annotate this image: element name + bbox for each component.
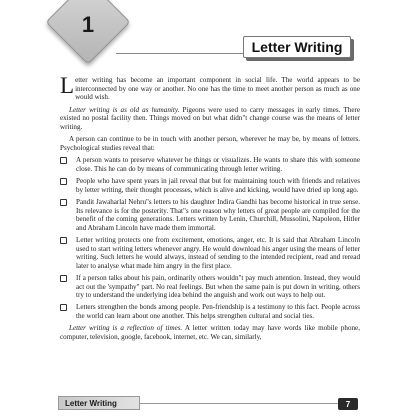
- checkbox-bullet-icon: [60, 237, 67, 244]
- page-number: 7: [345, 399, 351, 409]
- checkbox-bullet-icon: [60, 178, 67, 185]
- intro-text: etter writing has become an important component in social life. The world appears to be interconnected by one way or another. No one has the time to meet another person as much as one would wish.: [75, 76, 360, 102]
- list-item: People who have spent years in jail reveal that but for maintaining touch with friends and relatives by letter writing, their thought processes, which is alive and kicking, would have dried up long ago.: [60, 177, 360, 194]
- footer-section-text: Letter Writing: [65, 398, 117, 408]
- paragraph-last-text: A letter written today may have words like mobile phone, computer, television, google, facebook, internet, etc. We can, similarly,: [60, 324, 360, 341]
- checkbox-bullet-icon: [60, 275, 67, 282]
- drop-cap: L: [60, 73, 75, 98]
- footer-rule: [140, 403, 338, 404]
- checkbox-bullet-icon: [60, 304, 67, 311]
- list-item: Pandit Jawaharlal Nehru"s letters to his daughter Indira Gandhi has become historical in true sense. Its relevance is for the posterity. That"s one reason why letters of great people are compiled for the benefit of the coming generations. Letters written by Lenin, Churchill, Mussolini, Napoleon, Hitler and Abraham Lincoln have made them immortal.: [60, 198, 360, 233]
- paragraph-2-emphasis: Letter writing is as old as humanity.: [69, 105, 180, 114]
- intro-paragraph: [60, 73, 360, 102]
- paragraph-last: [60, 324, 360, 341]
- list-item: Letters strengthen the bonds among people. Pen-friendship is a testimony to this fact. People across the world can learn about one another. This helps strengthen cultural and social ties.: [60, 303, 360, 320]
- footer-section-label: [58, 396, 140, 410]
- page-number-badge: [338, 398, 358, 410]
- list-item: If a person talks about his pain, ordinarily others wouldn"t pay much attention. Instead, they would act out the 'sympathy" part. No real feelings. But when the same pain is put down in writing, others try to understand the underlying idea behind the anguish and work out ways to help out.: [60, 274, 360, 300]
- title-rule: [116, 53, 243, 54]
- checkbox-bullet-icon: [60, 157, 67, 164]
- title-box: [243, 36, 351, 58]
- chapter-number: 1: [81, 12, 95, 37]
- body-text: [60, 73, 360, 345]
- paragraph-2: [60, 106, 360, 132]
- bullet-list: [60, 156, 360, 320]
- list-item: A person wants to preserve whatever he things or visualizes. He wants to share this with someone close. This he can do by means of communicating through letter writing.: [60, 156, 360, 173]
- list-item: Letter writing protects one from excitement, emotions, anger, etc. It is said that Abraham Lincoln used to start writing letters whenever angry. He would download his anger using the means of letter writing. Such letters he would always, instead of sending to the intended recipient, read and reread later to analyse what made him angry in the first place.: [60, 236, 360, 271]
- page-title: Letter Writing: [251, 39, 343, 55]
- paragraph-2-text: Pigeons were used to carry messages in early times. There existed no postal facility then. Things moved on but what didn"t change course was the means of letter writing.: [60, 105, 360, 132]
- paragraph-last-emphasis: Letter writing is a reflection of times.: [69, 324, 183, 333]
- paragraph-3: A person can continue to be in touch with another person, wherever he may be, by means of letters. Psychological studies reveal that:: [60, 135, 360, 153]
- checkbox-bullet-icon: [60, 199, 67, 206]
